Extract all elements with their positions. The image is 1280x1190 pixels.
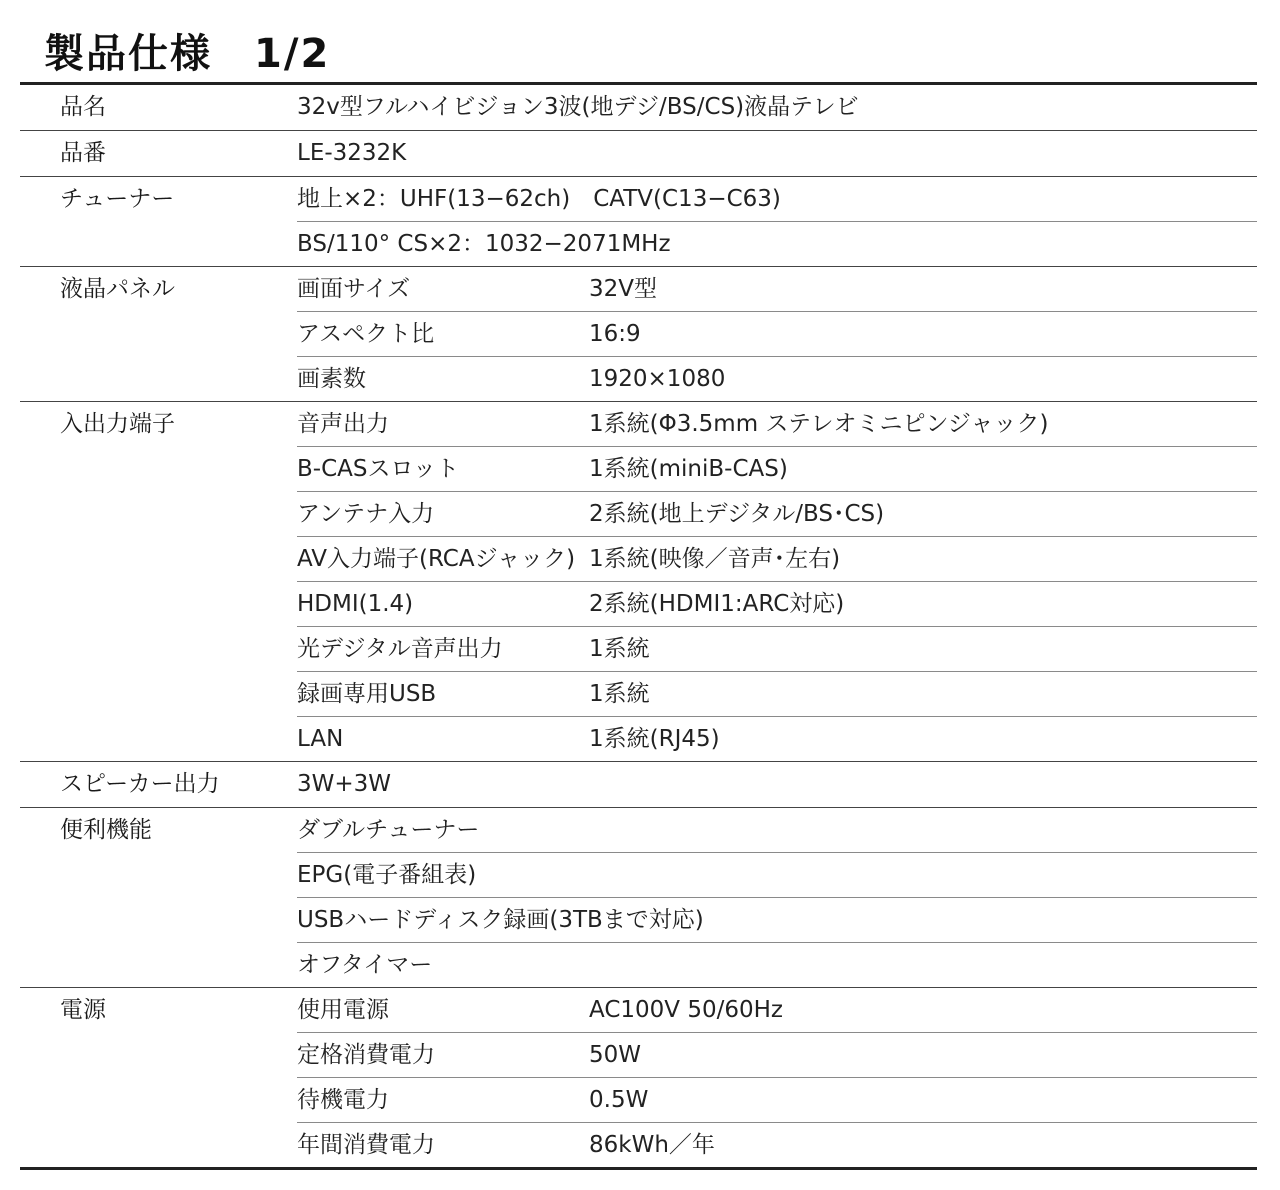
spec-value: 50W	[589, 1042, 642, 1068]
spec-group-label: 品名	[60, 94, 106, 120]
spec-group-label: 便利機能	[60, 817, 152, 843]
spec-value: 1系統	[589, 636, 650, 662]
spec-group	[20, 131, 1257, 177]
spec-sub-label: 音声出力	[297, 411, 389, 437]
spec-group	[20, 762, 1257, 808]
spec-group	[20, 402, 1257, 762]
spec-row	[297, 898, 1257, 943]
spec-value: ダブルチューナー	[297, 817, 480, 843]
spec-value: 32v型フルハイビジョン3波(地デジ/BS/CS)液晶テレビ	[297, 94, 859, 120]
spec-row	[297, 1078, 1257, 1123]
spec-value: LE-3232K	[297, 140, 407, 166]
spec-group-label: スピーカー出力	[60, 771, 220, 797]
spec-value: 地上×2：UHF(13−62ch) CATV(C13−C63)	[297, 186, 781, 212]
spec-sub-label: 画面サイズ	[297, 276, 411, 302]
spec-group	[20, 988, 1257, 1167]
spec-group	[20, 85, 1257, 131]
spec-rows	[297, 267, 1257, 401]
spec-row	[297, 447, 1257, 492]
spec-rows	[297, 85, 1257, 130]
spec-row	[297, 717, 1257, 761]
spec-sub-label: HDMI(1.4)	[297, 591, 414, 617]
spec-row	[297, 492, 1257, 537]
spec-row	[297, 537, 1257, 582]
spec-row	[297, 582, 1257, 627]
spec-value: 1系統(映像／音声･左右)	[589, 546, 841, 572]
spec-row	[297, 402, 1257, 447]
spec-group-label: 入出力端子	[60, 411, 175, 437]
spec-group-label: 電源	[60, 997, 106, 1023]
spec-row	[297, 762, 1257, 806]
spec-value: 2系統(地上デジタル/BS･CS)	[589, 501, 885, 527]
spec-sub-label: アスペクト比	[297, 321, 435, 347]
page-title: 製品仕様 1/2	[44, 31, 331, 77]
spec-row	[297, 312, 1257, 357]
spec-value: オフタイマー	[297, 952, 433, 978]
spec-rows	[297, 762, 1257, 807]
spec-value: 1系統(RJ45)	[589, 726, 720, 752]
spec-value: 3W+3W	[297, 771, 392, 797]
spec-sub-label: 光デジタル音声出力	[297, 636, 503, 662]
spec-sub-label: アンテナ入力	[297, 501, 435, 527]
spec-group-label: 品番	[60, 140, 106, 166]
spec-value: 2系統(HDMI1:ARC対応)	[589, 591, 845, 617]
spec-row	[297, 131, 1257, 175]
spec-rows	[297, 131, 1257, 176]
spec-sub-label: 録画専用USB	[297, 681, 437, 707]
spec-value: USBハードディスク録画(3TBまで対応)	[297, 907, 704, 933]
spec-sub-label: LAN	[297, 726, 344, 752]
spec-sub-label: 画素数	[297, 366, 366, 392]
spec-value: 1920×1080	[589, 366, 726, 392]
spec-value: 1系統(miniB-CAS)	[589, 456, 788, 482]
spec-row	[297, 267, 1257, 312]
spec-value: AC100V 50/60Hz	[589, 997, 783, 1023]
spec-group	[20, 267, 1257, 402]
spec-rows	[297, 402, 1257, 761]
spec-sub-label: 待機電力	[297, 1087, 389, 1113]
spec-value: 32V型	[589, 276, 658, 302]
spec-sub-label: 年間消費電力	[297, 1132, 435, 1158]
spec-row	[297, 988, 1257, 1033]
spec-value: 1系統(Φ3.5mm ステレオミニピンジャック)	[589, 411, 1049, 437]
spec-row	[297, 1123, 1257, 1167]
spec-sub-label: 使用電源	[297, 997, 389, 1023]
spec-value: 16:9	[589, 321, 641, 347]
spec-row	[297, 177, 1257, 222]
spec-row	[297, 672, 1257, 717]
spec-sub-label: 定格消費電力	[297, 1042, 435, 1068]
spec-row	[297, 627, 1257, 672]
spec-value: BS/110° CS×2：1032−2071MHz	[297, 231, 671, 257]
spec-rows	[297, 808, 1257, 987]
spec-value: EPG(電子番組表)	[297, 862, 477, 888]
spec-sub-label: AV入力端子(RCAジャック)	[297, 546, 576, 572]
spec-table	[20, 82, 1257, 1170]
spec-value: 1系統	[589, 681, 650, 707]
spec-sub-label: B-CASスロット	[297, 456, 460, 482]
spec-group	[20, 808, 1257, 988]
spec-value: 0.5W	[589, 1087, 649, 1113]
spec-group-label: チューナー	[60, 186, 175, 212]
spec-row	[297, 357, 1257, 401]
spec-row	[297, 853, 1257, 898]
spec-group-label: 液晶パネル	[60, 276, 175, 302]
spec-group	[20, 177, 1257, 267]
spec-row	[297, 85, 1257, 129]
spec-value: 86kWh／年	[589, 1132, 715, 1158]
spec-row	[297, 1033, 1257, 1078]
spec-row	[297, 222, 1257, 266]
spec-row	[297, 808, 1257, 853]
spec-row	[297, 943, 1257, 987]
spec-rows	[297, 988, 1257, 1167]
spec-rows	[297, 177, 1257, 266]
